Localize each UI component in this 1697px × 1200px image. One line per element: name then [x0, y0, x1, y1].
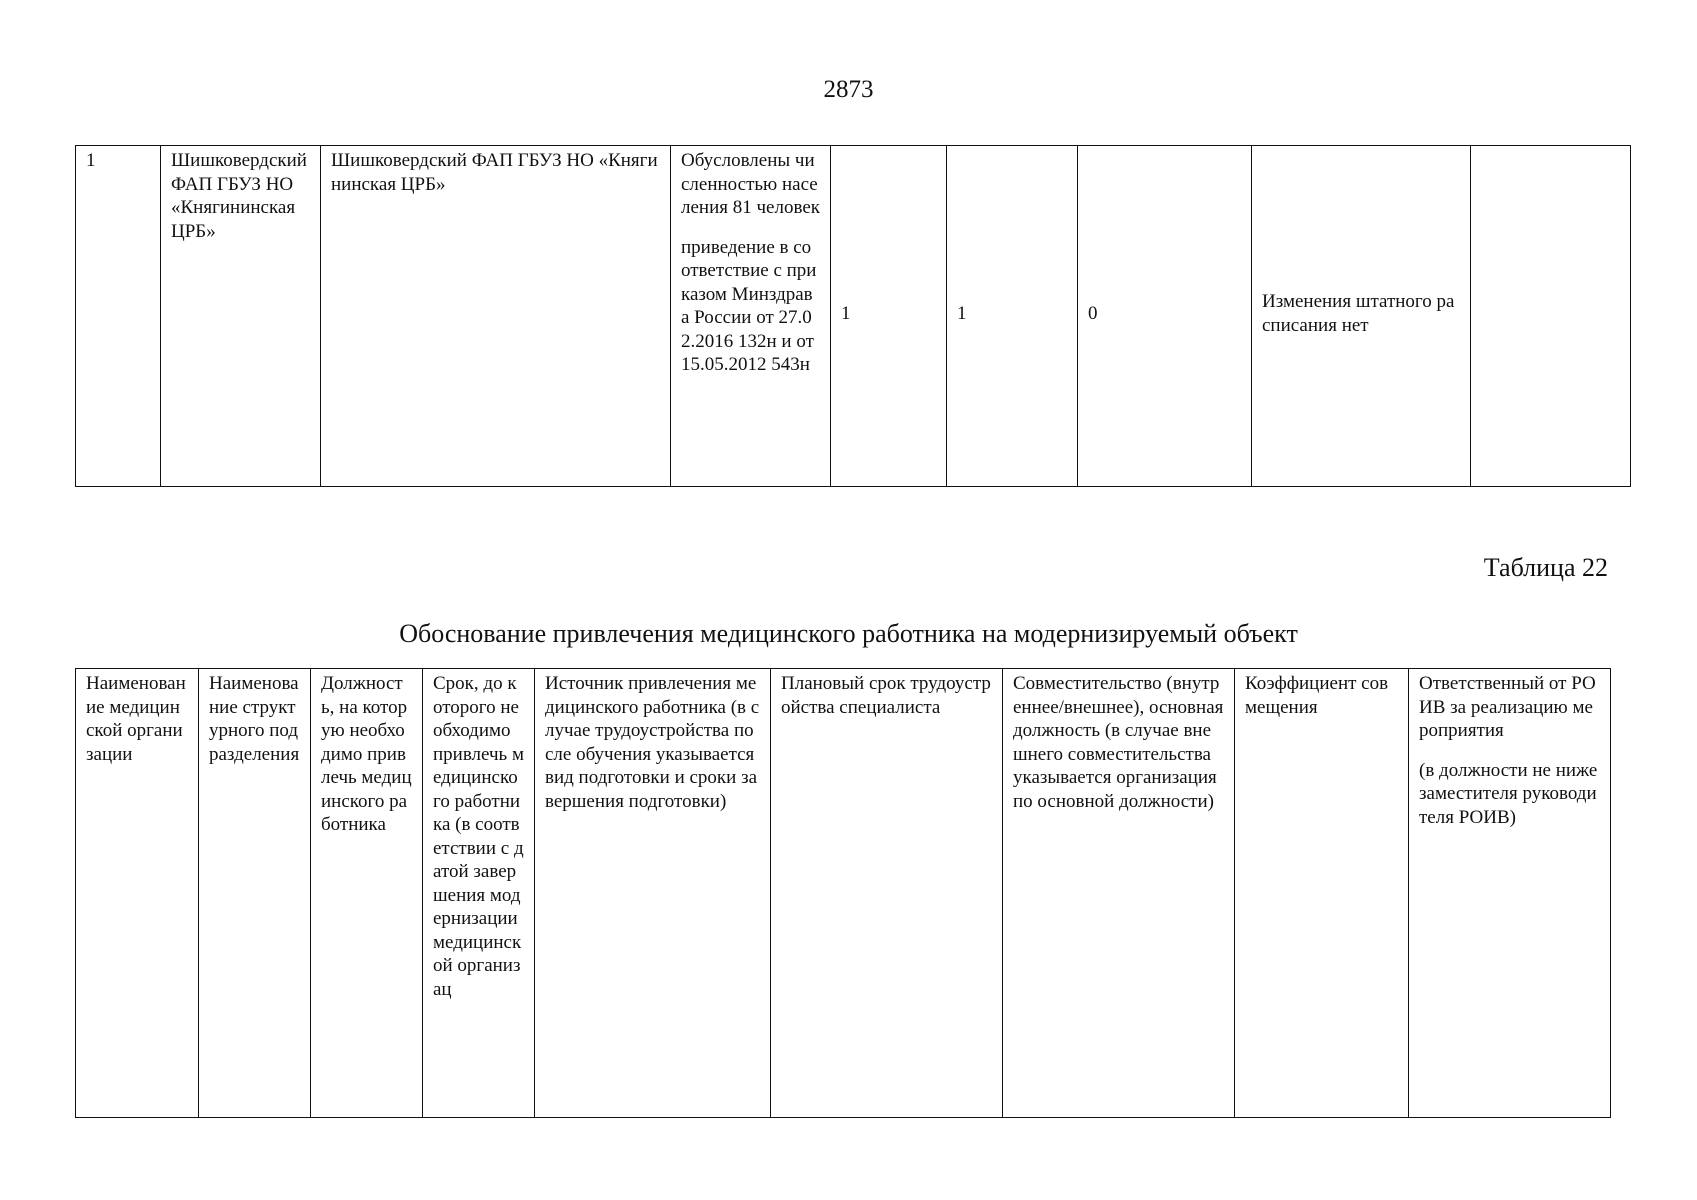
- value-cell-2: 1: [947, 146, 1078, 487]
- header-deadline: Срок, до которого необходимо привлечь медицинского работника (в соответствии с датой завершения модернизации медицинской организац: [423, 669, 535, 1118]
- empty-cell: [1471, 146, 1631, 487]
- bottom-table: [75, 668, 1611, 1118]
- row-number-cell: 1: [76, 146, 161, 487]
- table-row: [76, 146, 1631, 487]
- table-header-row: [76, 669, 1611, 1118]
- staffing-changes-cell: Изменения штатного расписания нет: [1252, 146, 1471, 487]
- header-unit-name: Наименование структурного подразделения: [199, 669, 311, 1118]
- table-title: Обоснование привлечения медицинского работника на модернизируемый объект: [399, 619, 1298, 648]
- value-cell-3: 0: [1078, 146, 1252, 487]
- header-position: Должность, на которую необходимо привлечь медицинского работника: [311, 669, 423, 1118]
- reason-cell: [671, 146, 831, 487]
- page-number: 2873: [823, 76, 874, 103]
- header-org-name: Наименование медицинской организации: [76, 669, 199, 1118]
- organization-cell: Шишковердский ФАП ГБУЗ НО «Княгининская ЦРБ»: [161, 146, 321, 487]
- reason-text-2: приведение в соответствие с приказом Минздрава России от 27.02.2016 132н и от 15.05.2012 543н: [681, 236, 817, 375]
- top-table: [75, 145, 1631, 487]
- header-hire-date: Плановый срок трудоустройства специалиста: [771, 669, 1003, 1118]
- header-source: Источник привлечения медицинского работника (в случае трудоустройства после обучения указывается вид подготовки и сроки завершения подготовки): [535, 669, 771, 1118]
- reason-text-1: Обусловлены численностью населения 81 человек: [681, 150, 820, 218]
- responsible-text-2: (в должности не ниже заместителя руководителя РОИВ): [1419, 759, 1598, 828]
- header-coefficient: Коэффициент совмещения: [1235, 669, 1409, 1118]
- responsible-text-1: Ответственный от РОИВ за реализацию мероприятия: [1419, 673, 1596, 741]
- unit-cell: Шишковердский ФАП ГБУЗ НО «Княгининская ЦРБ»: [321, 146, 671, 487]
- value-cell-1: 1: [831, 146, 947, 487]
- header-combination: Совместительство (внутреннее/внешнее), основная должность (в случае внешнего совместительства указывается организация по основной должности): [1003, 669, 1235, 1118]
- header-responsible: [1409, 669, 1611, 1118]
- table-caption: Таблица 22: [1483, 553, 1608, 582]
